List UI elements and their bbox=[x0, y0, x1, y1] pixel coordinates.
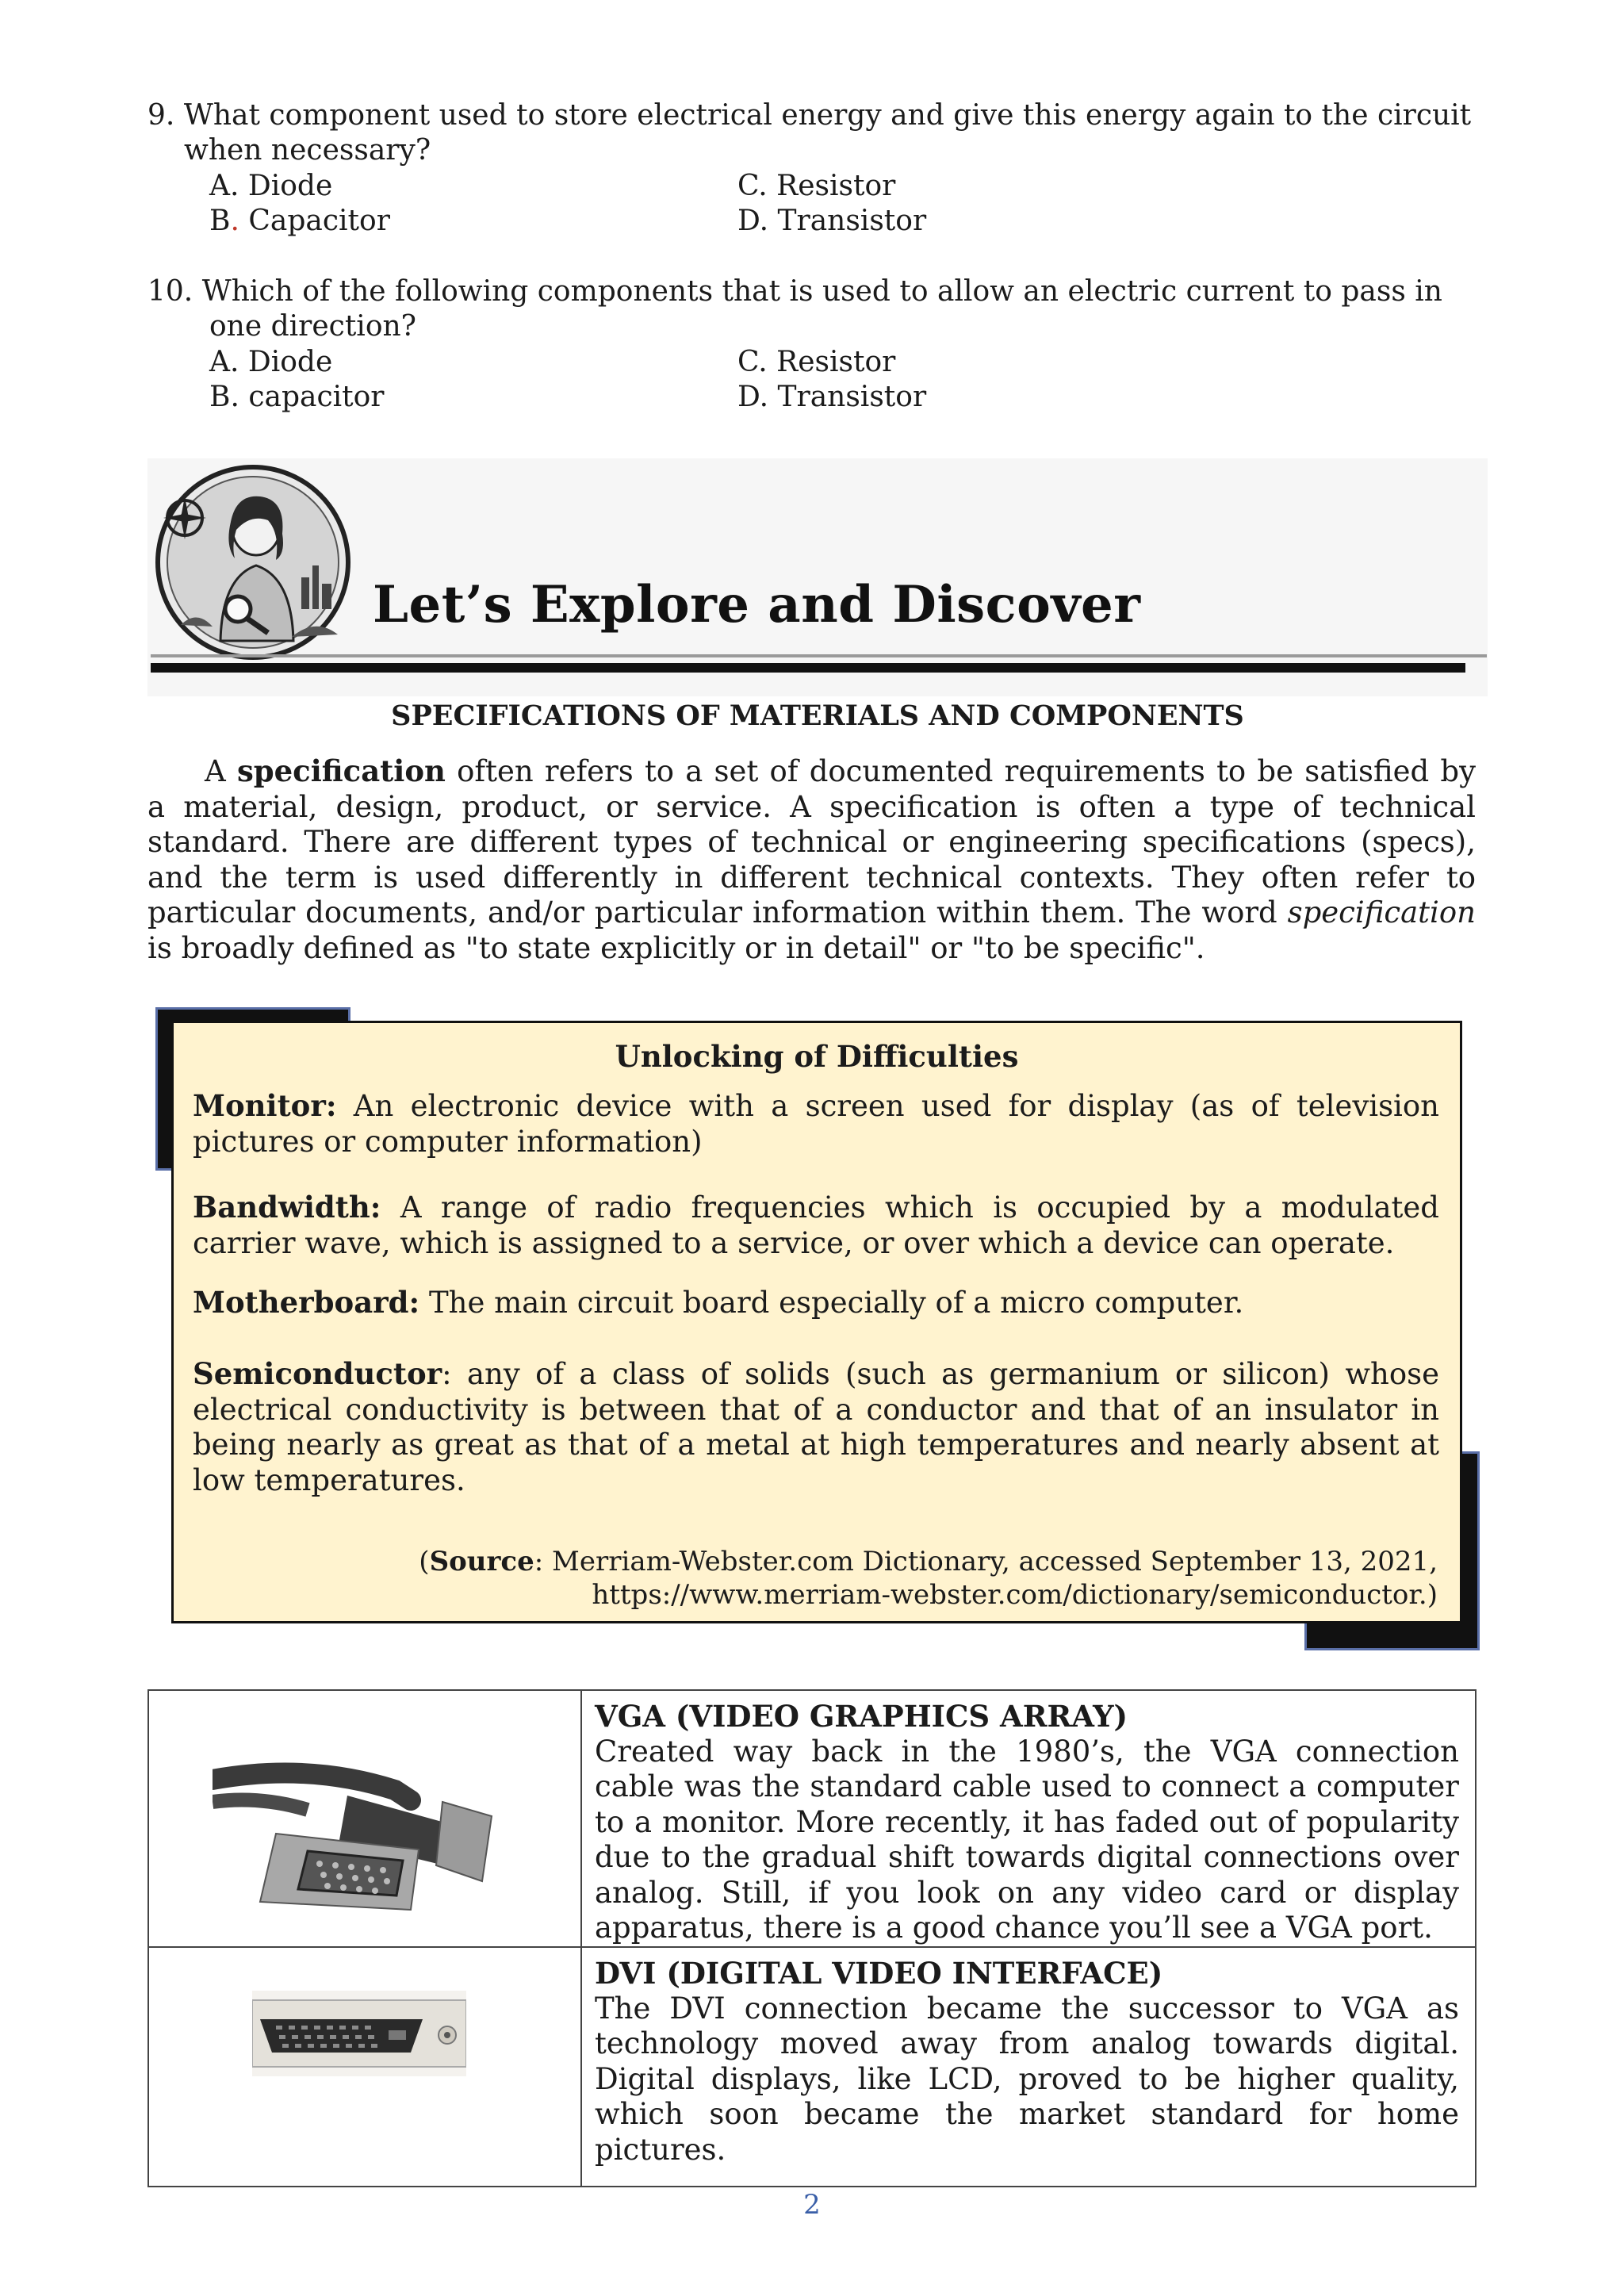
section-title: SPECIFICATIONS OF MATERIALS AND COMPONENTS bbox=[391, 700, 1244, 732]
table-row-divider bbox=[149, 1946, 1475, 1948]
question-text-line1: What component used to store electrical energy and give this energy again to the circuit bbox=[183, 99, 1472, 132]
option-b: B. Capacitor bbox=[209, 205, 390, 237]
term: Motherboard: bbox=[193, 1285, 420, 1320]
definition: : any of a class of solids (such as germanium or silicon) whose electrical conductivity is between that of a conductor and that of an insulator in being nearly as great as that of a metal at high temperatures and nearly absent at low temperatures. bbox=[193, 1357, 1439, 1497]
unlocking-difficulties-box bbox=[171, 1021, 1462, 1623]
question-text-line2: one direction? bbox=[209, 310, 416, 343]
definition-semiconductor bbox=[193, 1356, 1439, 1498]
vga-cable-image bbox=[213, 1754, 498, 1913]
divider-thick bbox=[151, 663, 1465, 673]
dvi-description: The DVI connection became the successor to VGA as technology moved away from analog towards digital. Digital displays, like LCD, proved to be higher quality, which soon became the market standard for home pictures. bbox=[595, 1991, 1459, 2167]
dvi-title: DVI (DIGITAL VIDEO INTERFACE) bbox=[595, 1956, 1163, 1991]
option-d: D. Transistor bbox=[737, 381, 927, 413]
vga-description: Created way back in the 1980’s, the VGA connection cable was the standard cable used to connect a computer to a monitor. More recently, it has faded out of popularity due to the gradual shift towards digital connections over analog. Still, if you look on any video card or display apparatus, there is a good chance you’ll see a VGA port. bbox=[595, 1734, 1459, 1945]
box-title: Unlocking of Difficulties bbox=[615, 1039, 1019, 1074]
question-number: 9. bbox=[147, 99, 175, 132]
definition: An electronic device with a screen used for display (as of television pictures or computer information) bbox=[193, 1089, 1439, 1159]
dvi-port-image bbox=[252, 1991, 466, 2076]
vga-title: VGA (VIDEO GRAPHICS ARRAY) bbox=[595, 1699, 1128, 1734]
question-text-line1: Which of the following components that is used to allow an electric current to pass in bbox=[201, 275, 1442, 308]
intro-end: is broadly defined as "to state explicitly or in detail" or "to be specific". bbox=[147, 930, 1205, 965]
definition-monitor bbox=[193, 1088, 1439, 1159]
question-number: 10. bbox=[147, 275, 193, 308]
connectors-table bbox=[147, 1689, 1477, 2187]
table-column-divider bbox=[580, 1691, 582, 2186]
definition-bandwidth bbox=[193, 1190, 1439, 1261]
intro-italic-term: specification bbox=[1287, 895, 1476, 930]
definition-motherboard bbox=[193, 1285, 1439, 1321]
option-b: B. capacitor bbox=[209, 381, 385, 413]
definition: The main circuit board especially of a micro computer. bbox=[419, 1286, 1244, 1320]
student-magnifier-illustration bbox=[149, 458, 357, 666]
banner-title: Let’s Explore and Discover bbox=[373, 575, 1141, 634]
option-c: C. Resistor bbox=[737, 170, 896, 202]
intro-bold-term: specification bbox=[236, 753, 446, 788]
divider-thin bbox=[151, 654, 1487, 657]
term: Semiconductor bbox=[193, 1356, 442, 1391]
intro-middle: often refers to a set of documented requirements to be satisfied by a material, design, product, or service. A specification is often a type of technical standard. There are different types of technical or engineering specifications (specs), and the term is used differently in different technical contexts. They often refer to particular documents, and/or particular information within them. The word bbox=[147, 754, 1477, 930]
page-number: 2 bbox=[803, 2189, 821, 2221]
dvi-description-cell bbox=[595, 1956, 1459, 2168]
source-line1: : Merriam-Webster.com Dictionary, accessed September 13, 2021, bbox=[534, 1546, 1438, 1577]
intro-paragraph bbox=[147, 753, 1476, 966]
source-label: Source bbox=[429, 1546, 534, 1577]
answer-mark: . bbox=[230, 205, 239, 237]
definition: A range of radio frequencies which is occupied by a modulated carrier wave, which is assigned to a service, or over which a device can operate. bbox=[193, 1190, 1439, 1260]
question-10 bbox=[147, 274, 1442, 309]
option-c: C. Resistor bbox=[737, 346, 896, 378]
option-a: A. Diode bbox=[209, 346, 333, 378]
intro-start: A bbox=[205, 754, 237, 788]
source-citation bbox=[419, 1545, 1438, 1612]
option-a: A. Diode bbox=[209, 170, 333, 202]
term: Bandwidth: bbox=[193, 1190, 381, 1225]
vga-description-cell bbox=[595, 1699, 1459, 1946]
term: Monitor: bbox=[193, 1088, 337, 1123]
question-9 bbox=[147, 98, 1471, 133]
option-d: D. Transistor bbox=[737, 205, 927, 237]
source-open: ( bbox=[419, 1546, 430, 1577]
source-url: https://www.merriam-webster.com/dictionary/semiconductor.) bbox=[592, 1579, 1438, 1611]
question-text-line2: when necessary? bbox=[184, 134, 431, 167]
